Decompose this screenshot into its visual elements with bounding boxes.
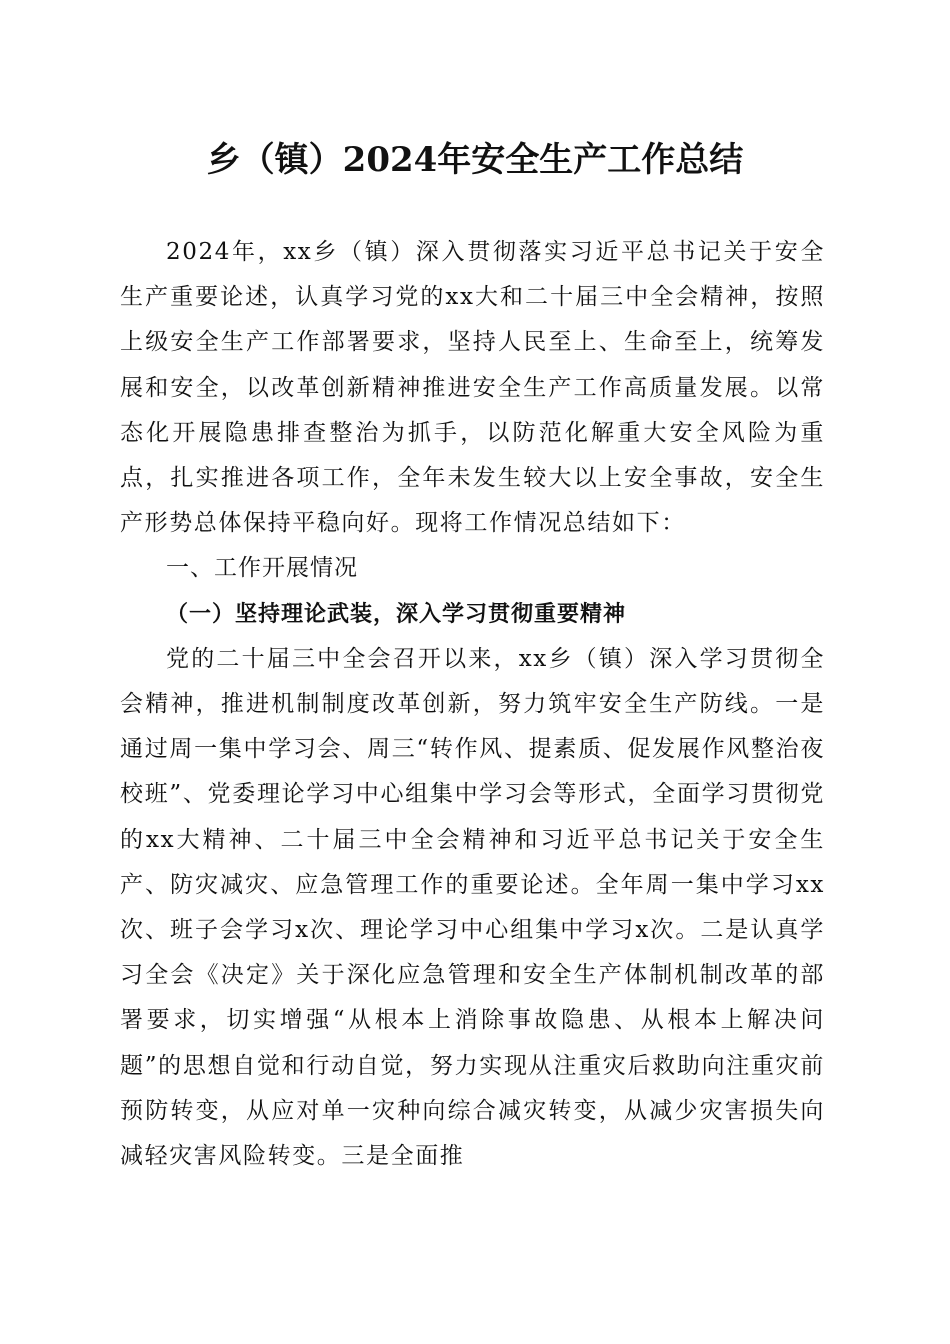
document-body [120, 230, 825, 1179]
intro-paragraph: 2024年，xx乡（镇）深入贯彻落实习近平总书记关于安全生产重要论述，认真学习党的xx大和二十届三中全会精神，按照上级安全生产工作部署要求，坚持人民至上、生命至上，统筹发展和安全，以改革创新精神推进安全生产工作高质量发展。以常态化开展隐患排查整治为抓手，以防范化解重大安全风险为重点，扎实推进各项工作，全年未发生较大以上安全事故，安全生产形势总体保持平稳向好。现将工作情况总结如下： [120, 239, 825, 537]
document-title: 乡（镇）2024年安全生产工作总结 [206, 140, 744, 180]
section-heading: 一、工作开展情况 [166, 555, 358, 582]
subsection-heading: （一）坚持理论武装，深入学习贯彻重要精神 [166, 600, 627, 627]
subsection-paragraph: 党的二十届三中全会召开以来，xx乡（镇）深入学习贯彻全会精神，推进机制制度改革创新，努力筑牢安全生产防线。一是通过周一集中学习会、周三“转作风、提素质、促发展作风整治夜校班”、党委理论学习中心组集中学习会等形式，全面学习贯彻党的xx大精神、二十届三中全会精神和习近平总书记关于安全生产、防灾减灾、应急管理工作的重要论述。全年周一集中学习xx次、班子会学习x次、理论学习中心组集中学习x次。二是认真学习全会《决定》关于深化应急管理和安全生产体制机制改革的部署要求，切实增强“从根本上消除事故隐患、从根本上解决问题”的思想自觉和行动自觉，努力实现从注重灾后救助向注重灾前预防转变，从应对单一灾种向综合减灾转变，从减少灾害损失向减轻灾害风险转变。三是全面推 [120, 645, 825, 1170]
